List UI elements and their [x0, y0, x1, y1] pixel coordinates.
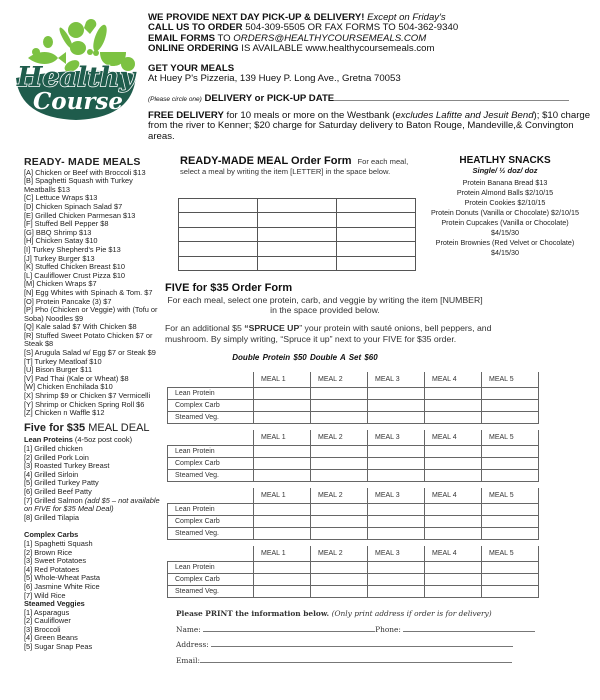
list-item: [Z] Chicken n Waffle $12 [24, 408, 105, 418]
entry-cell[interactable] [425, 387, 482, 399]
delivery-notice: WE PROVIDE NEXT DAY PICK-UP & DELIVERY! [148, 12, 365, 23]
entry-cell[interactable] [482, 457, 539, 469]
order-cell[interactable] [179, 256, 258, 270]
list-item: [D] Chicken Spinach Salad $7 [24, 201, 123, 211]
veggies-list [24, 609, 166, 652]
veggies-title: Steamed Veggies [24, 599, 85, 609]
entry-cell[interactable] [311, 527, 368, 539]
list-item: [Q] Kale salad $7 With Chicken $8 [24, 322, 137, 332]
ready-made-order-table [178, 198, 416, 271]
customer-info [176, 606, 536, 668]
entry-cell[interactable] [254, 445, 311, 457]
proteins-title: Lean Proteins (4-5oz post cook) [24, 435, 133, 445]
meal-column-header: MEAL 2 [311, 430, 368, 445]
entry-cell[interactable] [368, 457, 425, 469]
order-cell[interactable] [179, 242, 258, 256]
entry-cell[interactable] [368, 399, 425, 411]
entry-cell[interactable] [368, 503, 425, 515]
entry-cell[interactable] [482, 503, 539, 515]
info-intro: Please PRINT the information below. [176, 609, 332, 618]
list-item: Protein Brownies (Red Velvet or Chocolate) $4/15/30 [435, 238, 575, 257]
meal-column-header: MEAL 3 [368, 488, 425, 503]
order-cell[interactable] [179, 213, 258, 227]
list-item: [B] Spaghetti Squash with Turkey Meatballs $13 [24, 176, 133, 194]
entry-cell[interactable] [482, 445, 539, 457]
circle-note: (Please circle one) [148, 96, 202, 104]
entry-cell[interactable] [425, 445, 482, 457]
meal-column-header: MEAL 1 [254, 372, 311, 387]
meal-column-header: MEAL 4 [425, 372, 482, 387]
entry-cell[interactable] [482, 515, 539, 527]
name-label: Name: [176, 624, 204, 634]
order-cell[interactable] [337, 213, 416, 227]
order-cell[interactable] [258, 199, 337, 213]
row-label: Steamed Veg. [168, 585, 254, 597]
svg-text:Healthy: Healthy [16, 62, 136, 93]
entry-cell[interactable] [482, 399, 539, 411]
list-item: [F] Stuffed Bell Pepper $8 [24, 219, 109, 229]
list-item: [3] Sweet Potatoes [24, 556, 87, 566]
healthy-course-logo [8, 8, 144, 124]
corner-cell [168, 546, 254, 561]
meal-column-header: MEAL 5 [482, 372, 539, 387]
list-item: [7] Wild Rice [24, 590, 66, 600]
five-order-table-3 [167, 488, 539, 540]
list-item: [P] Pho (Chicken or Veggie) with (Tofu or Soba) Noodles $9 [24, 305, 158, 323]
carbs-list [24, 540, 166, 600]
list-item: [6] Jasmine White Rice [24, 581, 100, 591]
list-item: Protein Almond Balls $2/10/15 [456, 188, 554, 197]
list-item: [T] Turkey Meatloaf $10 [24, 356, 102, 366]
list-item: Protein Cupcakes (Vanilla or Chocolate) $4/15/30 [441, 218, 569, 237]
free-delivery-text: FREE DELIVERY for 10 meals or more on the Westbank (excludes Lafitte and Jesuit Bend); $10 charge from the river to Kenner; $20 charge for Saturday delivery to Baton Rouge, Mandeville,& Convington areas. [148, 109, 591, 142]
row-label: Lean Protein [168, 503, 254, 515]
entry-cell[interactable] [311, 503, 368, 515]
entry-cell[interactable] [425, 585, 482, 597]
row-label: Complex Carb [168, 399, 254, 411]
meal-column-header: MEAL 2 [311, 546, 368, 561]
list-item: Protein Donuts (Vanilla or Chocolate) $2/10/15 [430, 208, 580, 217]
phone-numbers: 504-309-5505 OR FAX FORMS TO 504-362-9340 [242, 22, 459, 34]
list-item: [E] Grilled Chicken Parmesan $13 [24, 210, 136, 220]
header-info [148, 13, 593, 142]
meal-column-header: MEAL 2 [311, 488, 368, 503]
list-item: [4] Grilled Sirloin [24, 469, 79, 479]
list-item: [J] Turkey Burger $13 [24, 253, 95, 263]
entry-cell[interactable] [311, 387, 368, 399]
meal-column-header: MEAL 4 [425, 488, 482, 503]
pickup-address: At Huey P's Pizzeria, 139 Huey P. Long Ave., Gretna 70053 [148, 73, 401, 85]
order-cell[interactable] [337, 256, 416, 270]
row-label: Complex Carb [168, 573, 254, 585]
order-cell[interactable] [179, 227, 258, 241]
carbs-title: Complex Carbs [24, 530, 79, 540]
email-field[interactable] [200, 655, 512, 663]
entry-cell[interactable] [425, 457, 482, 469]
entry-cell[interactable] [425, 561, 482, 573]
order-cell[interactable] [258, 227, 337, 241]
corner-cell [168, 372, 254, 387]
meal-column-header: MEAL 1 [254, 546, 311, 561]
five-form-header [165, 282, 505, 344]
entry-cell[interactable] [482, 527, 539, 539]
meal-column-header: MEAL 4 [425, 546, 482, 561]
svg-text:Course: Course [32, 88, 124, 115]
list-item: [6] Grilled Beef Patty [24, 486, 92, 496]
order-cell[interactable] [337, 227, 416, 241]
ready-made-form-header [180, 156, 420, 177]
five-form-title: FIVE for $35 Order Form [165, 282, 293, 294]
list-item: [7] Grilled Salmon (add $5 – not available on FIVE for $35 Meal Deal) [24, 495, 160, 514]
proteins-list [24, 445, 166, 497]
order-cell[interactable] [179, 199, 258, 213]
list-item: [1] Spaghetti Squash [24, 538, 93, 548]
phone-label: Phone: [375, 624, 404, 634]
entry-cell[interactable] [254, 457, 311, 469]
list-item: Protein Cookies $2/10/15 [464, 198, 546, 207]
entry-cell[interactable] [311, 411, 368, 423]
entry-cell[interactable] [368, 445, 425, 457]
entry-cell[interactable] [368, 469, 425, 481]
order-cell[interactable] [337, 199, 416, 213]
list-item: [R] Stuffed Sweet Potato Chicken $7 or Steak $8 [24, 330, 153, 349]
entry-cell[interactable] [368, 527, 425, 539]
corner-cell [168, 430, 254, 445]
list-item: [2] Cauliflower [24, 616, 71, 626]
entry-cell[interactable] [311, 561, 368, 573]
entry-cell[interactable] [311, 445, 368, 457]
row-label: Lean Protein [168, 387, 254, 399]
entry-cell[interactable] [482, 387, 539, 399]
entry-cell[interactable] [254, 469, 311, 481]
order-cell[interactable] [258, 213, 337, 227]
five-order-table-4 [167, 546, 539, 598]
list-item: [G] BBQ Shrimp $13 [24, 227, 92, 237]
entry-cell[interactable] [368, 411, 425, 423]
entry-cell[interactable] [311, 469, 368, 481]
address-label: Address: [176, 640, 212, 649]
entry-cell[interactable] [254, 387, 311, 399]
spruce-up-text: For an additional $5 “SPRUCE UP” your protein with sauté onions, bell peppers, and mushroom. By simply writing, “Spruce it up” next to your FIVE for $35 order. [165, 323, 492, 344]
ready-meals-title: READY- MADE MEALS [24, 156, 141, 168]
entry-cell[interactable] [482, 561, 539, 573]
row-label: Steamed Veg. [168, 527, 254, 539]
meal-column-header: MEAL 5 [482, 488, 539, 503]
meal-column-header: MEAL 1 [254, 488, 311, 503]
meal-column-header: MEAL 1 [254, 430, 311, 445]
order-cell[interactable] [258, 256, 337, 270]
list-item: [5] Grilled Turkey Patty [24, 478, 99, 488]
entry-cell[interactable] [425, 515, 482, 527]
meal-column-header: MEAL 3 [368, 430, 425, 445]
date-field[interactable] [334, 93, 569, 101]
list-item: [O] Protein Pancake (3) $7 [24, 296, 112, 306]
address-field[interactable] [211, 639, 513, 647]
row-label: Steamed Veg. [168, 469, 254, 481]
list-item: [A] Chicken or Beef with Broccoli $13 [24, 167, 146, 177]
entry-cell[interactable] [254, 399, 311, 411]
entry-cell[interactable] [311, 585, 368, 597]
phone-field[interactable] [403, 624, 535, 632]
entry-cell[interactable] [254, 515, 311, 527]
entry-cell[interactable] [368, 585, 425, 597]
entry-cell[interactable] [254, 527, 311, 539]
entry-cell[interactable] [425, 469, 482, 481]
meal-column-header: MEAL 2 [311, 372, 368, 387]
list-item: [U] Bison Burger $11 [24, 365, 93, 375]
entry-cell[interactable] [254, 585, 311, 597]
entry-cell[interactable] [368, 561, 425, 573]
list-item: [L] Cauliflower Crust Pizza $10 [24, 270, 126, 280]
entry-cell[interactable] [311, 457, 368, 469]
entry-cell[interactable] [311, 515, 368, 527]
entry-cell[interactable] [254, 503, 311, 515]
entry-cell[interactable] [311, 399, 368, 411]
ready-form-title: READY-MADE MEAL Order Form [180, 155, 352, 167]
row-label: Lean Protein [168, 445, 254, 457]
list-item: [4] Red Potatoes [24, 564, 80, 574]
list-item: [V] Pad Thai (Kale or Wheat) $8 [24, 373, 129, 383]
list-item: [3] Broccoli [24, 624, 61, 634]
meal-deal-title: Five for $35 MEAL DEAL [24, 421, 150, 434]
list-item: [1] Asparagus [24, 607, 70, 617]
five-order-table-2 [167, 430, 539, 482]
list-item: [M] Chicken Wraps $7 [24, 279, 97, 289]
list-item: Protein Banana Bread $13 [462, 178, 548, 187]
list-item: [4] Green Beans [24, 633, 78, 643]
meal-column-header: MEAL 3 [368, 546, 425, 561]
website-link[interactable]: IS AVAILABLE www.healthycoursemeals.com [238, 43, 435, 55]
meal-column-header: MEAL 4 [425, 430, 482, 445]
list-item: [3] Roasted Turkey Breast [24, 461, 110, 471]
email-label: Email: [176, 655, 201, 665]
name-field[interactable] [203, 624, 375, 632]
meal-column-header: MEAL 5 [482, 430, 539, 445]
list-item: [5] Whole-Wheat Pasta [24, 573, 100, 583]
snacks-title: HEATLHY SNACKS [459, 155, 551, 166]
meal-column-header: MEAL 3 [368, 372, 425, 387]
list-item: [8] Grilled Tilapia [24, 512, 80, 522]
list-item: [I] Turkey Shepherd's Pie $13 [24, 244, 121, 254]
entry-cell[interactable] [425, 411, 482, 423]
call-label: CALL US TO ORDER [148, 22, 243, 34]
list-item: [2] Grilled Pork Loin [24, 452, 89, 462]
menu-column [24, 158, 166, 652]
five-form-desc: For each meal, select one protein, carb, and veggie by writing the item [NUMBER] in the space provided below. [167, 295, 483, 316]
entry-cell[interactable] [368, 387, 425, 399]
date-label: DELIVERY or PICK-UP DATE [201, 93, 335, 105]
entry-cell[interactable] [425, 527, 482, 539]
entry-cell[interactable] [368, 515, 425, 527]
entry-cell[interactable] [482, 573, 539, 585]
email-to: TO [214, 32, 234, 44]
list-item: [W] Chicken Enchilada $10 [24, 382, 113, 392]
entry-cell[interactable] [482, 469, 539, 481]
entry-cell[interactable] [425, 503, 482, 515]
ready-form-desc: For each meal, select a meal by writing the item [LETTER] in the space below. [180, 157, 409, 176]
entry-cell[interactable] [482, 585, 539, 597]
get-meals-title: GET YOUR MEALS [148, 62, 235, 74]
email-label: EMAIL FORMS [148, 32, 215, 44]
list-item: [C] Lettuce Wraps $13 [24, 193, 98, 203]
list-item: [N] Egg Whites with Spinach & Tom. $7 [24, 287, 153, 297]
entry-cell[interactable] [254, 561, 311, 573]
row-label: Lean Protein [168, 561, 254, 573]
snacks-subtitle: Single/ ½ doz/ doz [472, 166, 538, 175]
row-label: Complex Carb [168, 515, 254, 527]
row-label: Steamed Veg. [168, 411, 254, 423]
entry-cell[interactable] [425, 573, 482, 585]
entry-cell[interactable] [425, 399, 482, 411]
list-item: [S] Arugula Salad w/ Egg $7 or Steak $9 [24, 348, 156, 358]
online-label: ONLINE ORDERING [148, 43, 239, 55]
five-order-table-1 [167, 372, 539, 424]
entry-cell[interactable] [254, 573, 311, 585]
corner-cell [168, 488, 254, 503]
meal-column-header: MEAL 5 [482, 546, 539, 561]
order-email-link[interactable]: ORDERS@HEALTHYCOURSEMEALS.COM [233, 32, 427, 44]
row-label: Complex Carb [168, 457, 254, 469]
list-item: [H] Chicken Satay $10 [24, 236, 98, 246]
friday-note: Except on Friday's [364, 12, 446, 23]
order-cell[interactable] [258, 242, 337, 256]
list-item: [2] Brown Rice [24, 547, 73, 557]
entry-cell[interactable] [368, 573, 425, 585]
order-cell[interactable] [337, 242, 416, 256]
snacks-panel [430, 155, 580, 258]
entry-cell[interactable] [311, 573, 368, 585]
list-item: [1] Grilled chicken [24, 444, 83, 453]
entry-cell[interactable] [482, 411, 539, 423]
list-item: [K] Stuffed Chicken Breast $10 [24, 262, 125, 272]
list-item: [5] Sugar Snap Peas [24, 642, 93, 652]
double-pricing: Double Protein $50 Double A Set $60 [232, 353, 378, 362]
entry-cell[interactable] [254, 411, 311, 423]
list-item: [Y] Shrimp or Chicken Spring Roll $6 [24, 399, 145, 409]
ready-meals-list [24, 169, 166, 418]
info-note: (Only print address if order is for delivery) [331, 609, 492, 618]
list-item: [X] Shrimp $9 or Chicken $7 Vermicelli [24, 391, 151, 401]
